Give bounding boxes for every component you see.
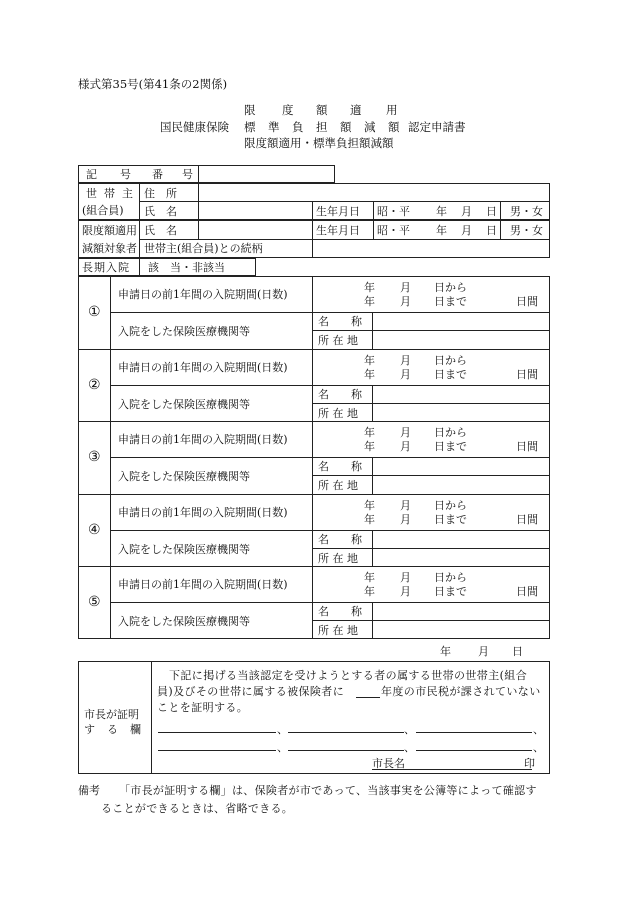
year-label: 年: [436, 205, 447, 218]
seinengappi-label: 生年月日: [316, 205, 360, 218]
period-input[interactable]: [314, 278, 548, 310]
period-input[interactable]: [314, 496, 548, 528]
period-to: 日まで: [434, 440, 467, 454]
title-char: 標: [244, 120, 256, 134]
shimei-label: 氏 名: [144, 205, 177, 218]
setai-char: 帯: [104, 187, 115, 200]
period-days: 日間: [516, 295, 538, 308]
certify-label-char: る: [107, 723, 118, 736]
period-from: 日から: [434, 571, 467, 585]
hospital-address-input[interactable]: [374, 477, 548, 491]
period-month: 月: [400, 440, 411, 454]
period-year: 年: [364, 426, 375, 440]
date-month: 月: [478, 645, 489, 658]
period-month: 月: [400, 512, 411, 526]
remarks-line-1: 「市長が証明する欄」は、保険者が市であって、当該事実を公簿等によって確認す: [119, 784, 537, 797]
period-days: 日間: [516, 512, 538, 526]
period-month: 月: [400, 498, 411, 512]
shozaichi-label: 所 在 地: [318, 624, 358, 638]
gaito-options[interactable]: 該 当・非該当: [148, 261, 225, 274]
hospital-address-input[interactable]: [374, 550, 548, 564]
period-label: 申請日の前1年間の入院期間(日数): [118, 578, 288, 592]
taisho-label-2: 減額対象者: [82, 242, 137, 255]
title-char: 担: [316, 120, 328, 134]
zokugara-label: 世帯主(組合員)との続柄: [144, 242, 263, 255]
year-label: 年: [436, 224, 447, 237]
sex-options[interactable]: 男・女: [510, 224, 543, 237]
era-options[interactable]: 昭・平: [377, 205, 410, 218]
certify-blank[interactable]: [158, 732, 276, 733]
period-input[interactable]: [314, 351, 548, 383]
form-number: 様式第35号(第41条の2関係): [78, 77, 228, 91]
setai-char: 主: [122, 187, 133, 200]
zokugara-input[interactable]: [314, 241, 548, 256]
kumiaiin-label: (組合員): [82, 204, 124, 217]
sex-options[interactable]: 男・女: [510, 205, 543, 218]
month-label: 月: [461, 205, 472, 218]
period-month: 月: [400, 585, 411, 599]
separator: 、: [277, 723, 288, 736]
period-month: 月: [400, 571, 411, 585]
title-char: 限: [244, 103, 256, 117]
entry-number: ④: [88, 521, 101, 538]
date-day: 日: [512, 645, 523, 658]
certify-text-3: ことを証明する。: [157, 701, 249, 714]
separator: 、: [277, 741, 288, 754]
period-month: 月: [400, 426, 411, 440]
kigou-char: 番: [152, 168, 163, 181]
entry-number: ②: [88, 376, 101, 393]
certify-label-char: す: [84, 723, 95, 736]
period-year: 年: [364, 367, 375, 381]
certify-blank[interactable]: [158, 750, 276, 751]
shimei-label: 氏 名: [144, 224, 177, 237]
hospital-label: 入院をした保険医療機関等: [118, 397, 250, 411]
kigou-char: 号: [182, 168, 193, 181]
tax-year-blank[interactable]: [356, 697, 380, 698]
hospital-name-input[interactable]: [374, 604, 548, 618]
date-year: 年: [440, 645, 451, 658]
period-month: 月: [400, 353, 411, 367]
entry-number: ⑤: [88, 594, 101, 611]
title-char: 額: [340, 120, 352, 134]
period-input[interactable]: [314, 568, 548, 600]
hospital-label: 入院をした保険医療機関等: [118, 615, 250, 629]
period-from: 日から: [434, 353, 467, 367]
taisho-name-input[interactable]: [200, 222, 310, 237]
period-month: 月: [400, 281, 411, 294]
title-char: 適: [350, 103, 362, 117]
meisho-label: 名 称: [318, 460, 362, 474]
period-year: 年: [364, 440, 375, 454]
title-char: 負: [292, 120, 304, 134]
title-line3: 限度額適用・標準負担額減額: [244, 136, 394, 150]
hospital-label: 入院をした保険医療機関等: [118, 470, 250, 484]
meisho-label: 名 称: [318, 605, 362, 619]
period-to: 日まで: [434, 512, 467, 526]
period-year: 年: [364, 498, 375, 512]
title-char: 額: [316, 103, 328, 117]
period-from: 日から: [434, 426, 467, 440]
hospital-name-input[interactable]: [374, 532, 548, 546]
period-to: 日まで: [434, 585, 467, 599]
certify-blank[interactable]: [416, 732, 532, 733]
kigou-char: 記: [86, 168, 97, 181]
day-label: 日: [486, 224, 497, 237]
title-suffix: 認定申請書: [408, 120, 466, 134]
setainushi-name-input[interactable]: [200, 203, 310, 218]
period-label: 申請日の前1年間の入院期間(日数): [118, 433, 288, 447]
period-year: 年: [364, 295, 375, 308]
remarks-label: 備考: [78, 784, 100, 797]
period-year: 年: [364, 512, 375, 526]
period-input[interactable]: [314, 423, 548, 455]
meisho-label: 名 称: [318, 387, 362, 401]
period-label: 申請日の前1年間の入院期間(日数): [118, 505, 288, 519]
title-char: 用: [386, 103, 398, 117]
meisho-label: 名 称: [318, 532, 362, 546]
day-label: 日: [486, 205, 497, 218]
mayor-label: 市長名: [372, 757, 405, 770]
hospital-name-input[interactable]: [374, 314, 548, 328]
month-label: 月: [461, 224, 472, 237]
period-year: 年: [364, 353, 375, 367]
separator: 、: [404, 723, 415, 736]
kigou-input[interactable]: [198, 165, 335, 183]
jusho-label: 住 所: [144, 187, 177, 200]
period-from: 日から: [434, 281, 467, 294]
hospital-address-input[interactable]: [374, 622, 548, 636]
remarks-line-2: ることができるときは、省略できる。: [101, 802, 294, 815]
period-year: 年: [364, 585, 375, 599]
title-char: 準: [268, 120, 280, 134]
title-char: 額: [388, 120, 400, 134]
period-label: 申請日の前1年間の入院期間(日数): [118, 360, 288, 374]
certify-text-2a: 員)及びその世帯に属する被保険者に: [157, 685, 345, 698]
entry-number: ①: [88, 304, 101, 320]
kigou-char: 号: [120, 168, 131, 181]
certify-blank[interactable]: [416, 750, 532, 751]
period-month: 月: [400, 295, 411, 308]
choki-label: 長期入院: [82, 261, 130, 274]
period-days: 日間: [516, 367, 538, 381]
period-month: 月: [400, 367, 411, 381]
mayor-signature-line[interactable]: [372, 769, 532, 770]
setai-char: 世: [86, 187, 97, 200]
seinengappi-label: 生年月日: [316, 224, 360, 237]
certify-label-char: 欄: [130, 723, 141, 736]
shozaichi-label: 所 在 地: [318, 406, 358, 420]
period-year: 年: [364, 571, 375, 585]
jusho-input[interactable]: [200, 185, 548, 200]
separator: 、: [533, 741, 544, 754]
hospital-label: 入院をした保険医療機関等: [118, 542, 250, 556]
hospital-name-input[interactable]: [374, 387, 548, 401]
shozaichi-label: 所 在 地: [318, 551, 358, 565]
period-days: 日間: [516, 440, 538, 454]
title-char: 度: [282, 103, 294, 117]
era-options[interactable]: 昭・平: [377, 224, 410, 237]
seal-mark: 印: [524, 757, 535, 770]
certify-blank[interactable]: [288, 750, 404, 751]
period-to: 日まで: [434, 295, 467, 308]
certify-text-2b: 年度の市民税が課されていない: [381, 685, 541, 698]
period-to: 日まで: [434, 367, 467, 381]
shozaichi-label: 所 在 地: [318, 479, 358, 493]
hospital-label: 入院をした保険医療機関等: [118, 325, 250, 338]
period-label: 申請日の前1年間の入院期間(日数): [118, 288, 288, 301]
hospital-address-input[interactable]: [374, 332, 548, 346]
separator: 、: [404, 741, 415, 754]
title-prefix: 国民健康保険: [160, 120, 229, 134]
certify-text-1: 下記に掲げる当該認定を受けようとする者の属する世帯の世帯主(組合: [169, 669, 528, 682]
separator: 、: [533, 723, 544, 736]
period-year: 年: [364, 281, 375, 294]
certify-blank[interactable]: [288, 732, 404, 733]
hospital-address-input[interactable]: [374, 405, 548, 419]
entry-number: ③: [88, 449, 101, 466]
period-from: 日から: [434, 498, 467, 512]
meisho-label: 名 称: [318, 315, 362, 328]
hospital-name-input[interactable]: [374, 459, 548, 473]
certify-label-1: 市長が証明: [84, 708, 139, 721]
shozaichi-label: 所 在 地: [318, 334, 358, 347]
taisho-label-1: 限度額適用: [82, 224, 137, 237]
period-days: 日間: [516, 585, 538, 599]
title-char: 減: [364, 120, 376, 134]
